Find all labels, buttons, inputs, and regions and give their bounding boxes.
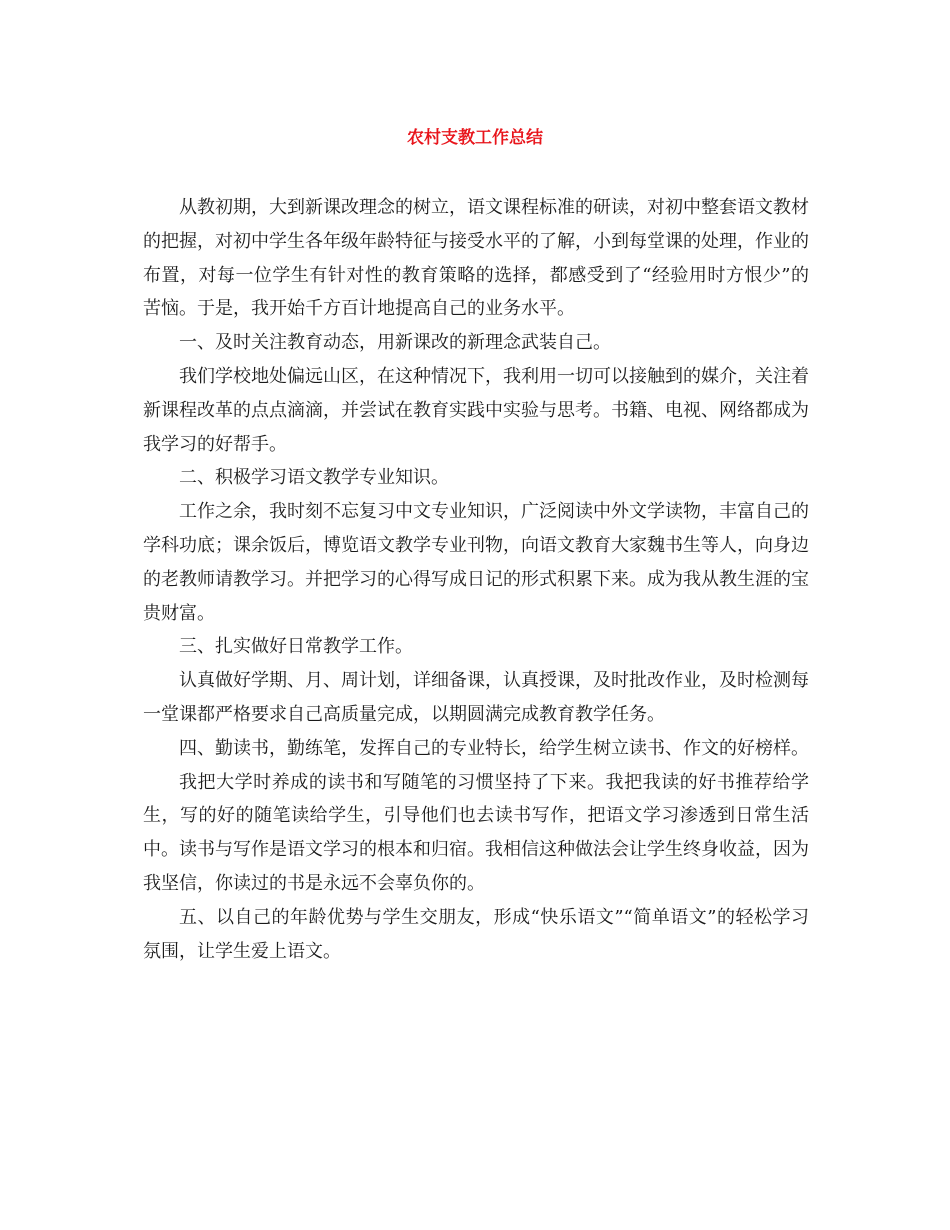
paragraph-section-1: 我们学校地处偏远山区，在这种情况下，我利用一切可以接触到的媒介，关注着新课程改革的点点滴滴，并尝试在教育实践中实验与思考。书籍、电视、网络都成为我学习的好帮手。 [143,365,809,455]
paragraph-intro: 从教初期，大到新课改理念的树立，语文课程标准的研读，对初中整套语文教材的把握，对初中学生各年级年龄特征与接受水平的了解，小到每堂课的处理，作业的布置，对每一位学生有针对性的教育策略的选择，都感受到了“经验用时方恨少”的苦恼。于是，我开始千方百计地提高自己的业务水平。 [143,197,809,320]
section-heading-4: 四、勤读书，勤练笔，发挥自己的专业特长，给学生树立读书、作文的好榜样。 [179,737,809,759]
paragraph-section-3: 认真做好学期、月、周计划，详细备课，认真授课，及时批改作业，及时检测每一堂课都严格要求自己高质量完成，以期圆满完成教育教学任务。 [143,670,809,725]
section-heading-3: 三、扎实做好日常教学工作。 [179,636,413,658]
document-body [143,191,809,968]
section-heading-1: 一、及时关注教育动态，用新课改的新理念武装自己。 [179,332,611,354]
section-heading-2: 二、积极学习语文教学专业知识。 [179,467,449,489]
paragraph-section-4: 我把大学时养成的读书和写随笔的习惯坚持了下来。我把我读的好书推荐给学生，写的好的随笔读给学生，引导他们也去读书写作，把语文学习渗透到日常生活中。读书与写作是语文学习的根本和归宿。我相信这种做法会让学生终身收益，因为我坚信，你读过的书是永远不会辜负你的。 [143,771,809,894]
paragraph-section-2: 工作之余，我时刻不忘复习中文专业知识，广泛阅读中外文学读物，丰富自己的学科功底；课余饭后，博览语文教学专业刊物，向语文教育大家魏书生等人，向身边的老教师请教学习。并把学习的心得写成日记的形式积累下来。成为我从教生涯的宝贵财富。 [143,501,809,624]
section-heading-5: 五、以自己的年龄优势与学生交朋友，形成“快乐语文”“简单语文”的轻松学习氛围，让学生爱上语文。 [143,906,809,962]
document-title: 农村支教工作总结 [407,128,543,148]
